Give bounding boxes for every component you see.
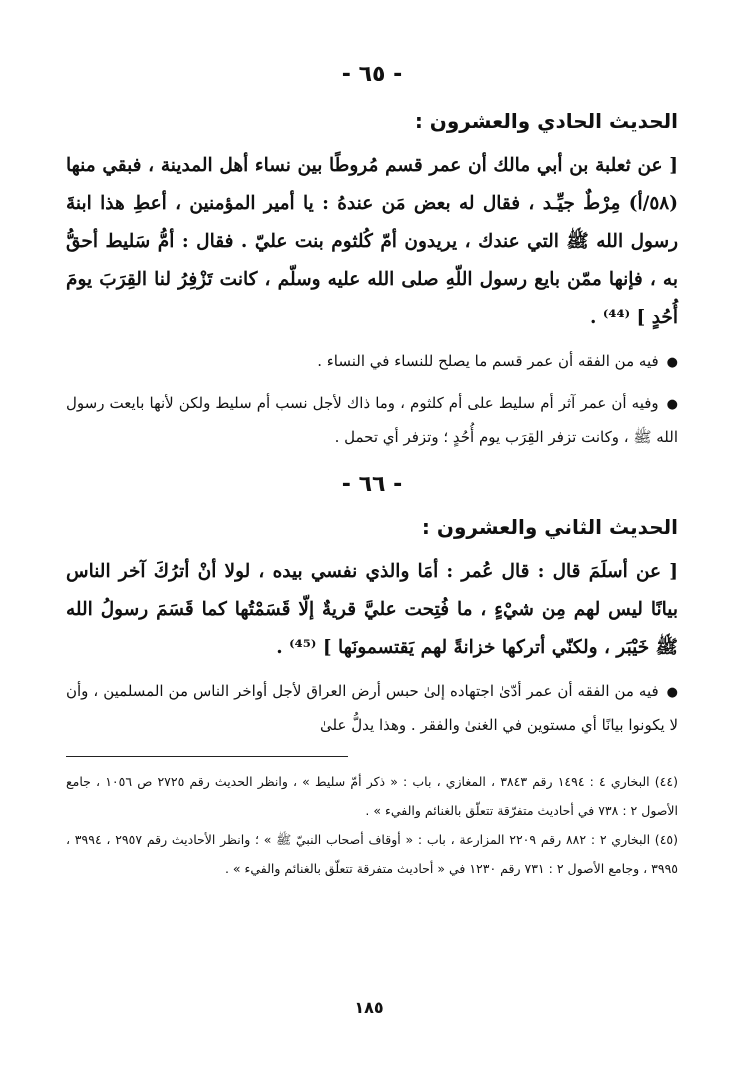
fiqh-note-21-b [66,387,678,454]
hadith-heading-21: الحديث الحادي والعشرون : [414,109,678,133]
bullet-icon: ● [666,397,678,412]
section-number-66: - ٦٦ - [341,472,403,497]
hadith-text-21: [ عن ثعلبة بن أبي مالك أن عمر قسم مُروطًا بين نساء أهل المدينة ، فبقي منها (٥٨/أ) مِرْطٌ جيِّـد ، فقال له بعض مَن عندهُ : يا أمير المؤمنين ، أعطِ هذا ابنةَ رسول الله ﷺ التي عندك ، يريدون أمّ كُلثوم بنت عليّ . فقال : أمُّ سَليط أحقُّ به ، فإنها ممّن بايع رسول اللّهِ صلى الله عليه وسلّم ، كانت تَزْفِرُ لنا القِرَبَ يومَ أُحُدٍ ] ⁽⁴⁴⁾ . [66,155,678,328]
page-number: ١٨٥ [354,998,384,1017]
fiqh-note-text: فيه من الفقه أن عمر أدّىٰ اجتهاده إلىٰ حبس أرض العراق لأجل أواخر الناس من المسلمين ، وأن لا يكونوا بيانًا أي مستوين في الغنىٰ والفقر . وهذا يدلُّ علىٰ [66,682,678,734]
footnote-44: (٤٤) البخاري ٤ : ١٤٩٤ رقم ٣٨٤٣ ، المغازي ، باب : « ذكر أمّ سليط » ، وانظر الحديث رقم ٢٧٢٥ ص ١٠٥٦ ، جامع الأصول ٢ : ٧٣٨ في أحاديث متفرّقة تتعلّق بالغنائم والفيء » . [66,774,678,818]
hadith-text-22: [ عن أسلَمَ قال : قال عُمر : أمَا والذي نفسي بيده ، لولا أنْ أترُكَ آخر الناس بيانًا ليس لهم مِن شيْءٍ ، ما فُتِحت عليَّ قريةٌ إلّا قَسَمْتُها كما قَسَمَ رسولُ الله ﷺ خَيْبَر ، ولكنّي أتركها خزانةً لهم يَقتسمونَها ] ⁽⁴⁵⁾ . [66,561,678,658]
footnote-45: (٤٥) البخاري ٢ : ٨٨٢ رقم ٢٢٠٩ المزارعة ، باب : « أوقاف أصحاب النبيّ ﷺ » ؛ وانظر الأحاديث رقم ٢٩٥٧ ، ٣٩٩٤ ، ٣٩٩٥ ، وجامع الأصول ٢ : ٧٣١ رقم ١٢٣٠ في « أحاديث متفرقة تتعلّق بالغنائم والفيء » . [66,832,679,876]
section-number-65: - ٦٥ - [341,62,403,87]
fiqh-note-21-a [66,345,678,379]
hadith-heading-22: الحديث الثاني والعشرون : [421,515,678,539]
bullet-icon: ● [666,355,678,370]
footnote-divider [66,756,348,757]
fiqh-note-text: فيه من الفقه أن عمر قسم ما يصلح للنساء في النساء . [317,352,659,370]
bullet-icon: ● [666,685,678,700]
fiqh-note-text: وفيه أن عمر آثر أم سليط على أم كلثوم ، وما ذاك لأجل نسب أم سليط ولكن لأنها بايعت رسول الله ﷺ ، وكانت تزفر القِرَب يوم أُحُدٍ ؛ وتزفر أي تحمل . [66,394,678,446]
fiqh-note-22-a [66,675,678,742]
